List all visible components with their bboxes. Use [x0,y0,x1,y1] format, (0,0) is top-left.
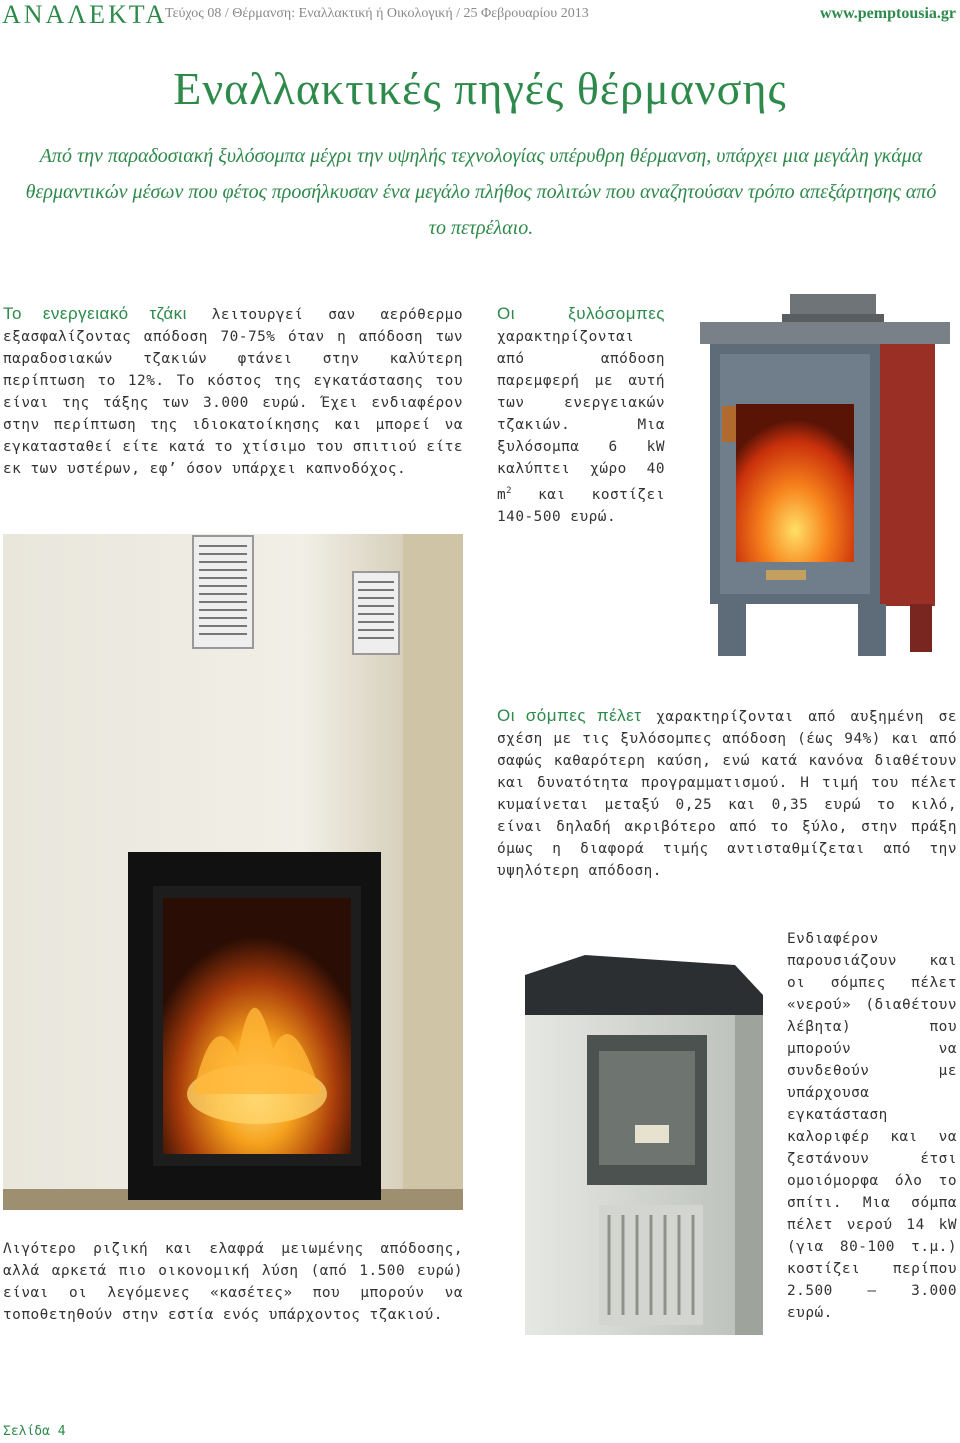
paragraph-cassette: Λιγότερο ριζική και ελαφρά μειωμένης απόδοσης, αλλά αρκετά πιο οικονομική λύση (από 1.500 ευρώ) είναι οι λεγόμενες «κασέτες» που μπορούν να τοποθετηθούν στην εστία ενός υπάρχοντος τζακιού. [3,1241,463,1323]
paragraph-pellet-stove [497,705,957,882]
site-link[interactable]: www.pemptousia.gr [819,5,956,22]
pellet-stove-photo [495,935,770,1345]
paragraph-text: χαρακτηρίζονται από απόδοση παρεμφερή με αυτή των ενεργειακών τζακιών. Μια ξυλόσομπα 6 kW καλύπτει χώρο 40 m [497,329,665,503]
paragraph-water-pellet: Ενδιαφέρον παρουσιάζουν και οι σόμπες πέλετ «νερού» (διαθέτουν λέβητα) που μπορούν να συνδεθούν με υπάρχουσα εγκατάσταση καλοριφέρ και να ζεστάνουν έτσι ομοιόμορφα όλο το σπίτι. Μια σόμπα πέλετ νερού 14 kW (για 80-100 τ.μ.) κοστίζει περίπου 2.500 – 3.000 ευρώ. [787,931,957,1321]
brand-logo: ΑΝΑΛΕΚΤΑ [2,0,168,29]
wall-vent [193,536,253,648]
page-number: Σελίδα 4 [3,1424,66,1439]
lead-in-pellet-stove: Οι σόμπες πέλετ [497,706,642,725]
paragraph-text: χαρακτηρίζονται από αυξημένη σε σχέση με τις ξυλόσομπες απόδοση (έως 94%) και από σαφώς καθαρότερη καύση, ενώ κατά κανόνα διαθέτουν και δυνατότητα προγραμματισμού. Η τιμή του πέλετ κυμαίνεται μεταξύ 0,25 και 0,35 ευρώ το κιλό, είναι δηλαδή ακριβότερο από το ξύλο, στην πράξη όμως η διαφορά τιμής αντισταθμίζεται από την υψηλότερη απόδοση. [497,709,957,879]
page-title: Εναλλακτικές πηγές θέρμανσης [173,63,787,114]
superscript: 2 [506,486,513,496]
fireplace-illustration [3,534,463,1210]
wall-vent-small [353,572,399,654]
lead-paragraph: Από την παραδοσιακή ξυλόσομπα μέχρι την υψηλής τεχνολογίας υπέρυθρη θέρμανση, υπάρχει μια μεγάλη γκάμα θερμαντικών μέσων που φέτος προσήλκυσαν ένα μεγάλο πλήθος πολιτών που αναζητούσαν τρόπο απεξάρτησης από το πετρέλαιο. [25,145,937,239]
pellet-stove-illustration [495,935,770,1345]
paragraph-wood-stove [497,303,665,528]
paragraph-text: λειτουργεί σαν αερόθερμο εξασφαλίζοντας απόδοση 70-75% όταν η απόδοση των παραδοσιακών τζακιών φτάνει στην καλύτερη περίπτωση το 12%. Το κόστος της εγκατάστασης του είναι της τάξης των 3.000 ευρώ. Έχει ενδιαφέρον στην περίπτωση της ιδιοκατοίκησης και μπορεί να εγκατασταθεί είτε κατά το χτίσιμο του σπιτιού είτε εκ των υστέρων, εφ’ όσον υπάρχει καπνοδόχος. [3,307,463,477]
wood-stove-illustration [690,288,960,666]
wood-stove-photo [690,288,960,666]
paragraph-text-end: και κοστίζει 140-500 ευρώ. [497,486,665,525]
paragraph-energy-fireplace [3,303,463,480]
issue-info: Τεύχος 08 / Θέρμανση: Εναλλακτική ή Οικολογική / 25 Φεβρουαρίου 2013 [165,6,589,21]
lead-in-energy-fireplace: Το ενεργειακό τζάκι [3,304,187,323]
lead-in-wood-stove: Οι ξυλόσομπες [497,304,665,323]
fireplace-photo [3,534,463,1210]
